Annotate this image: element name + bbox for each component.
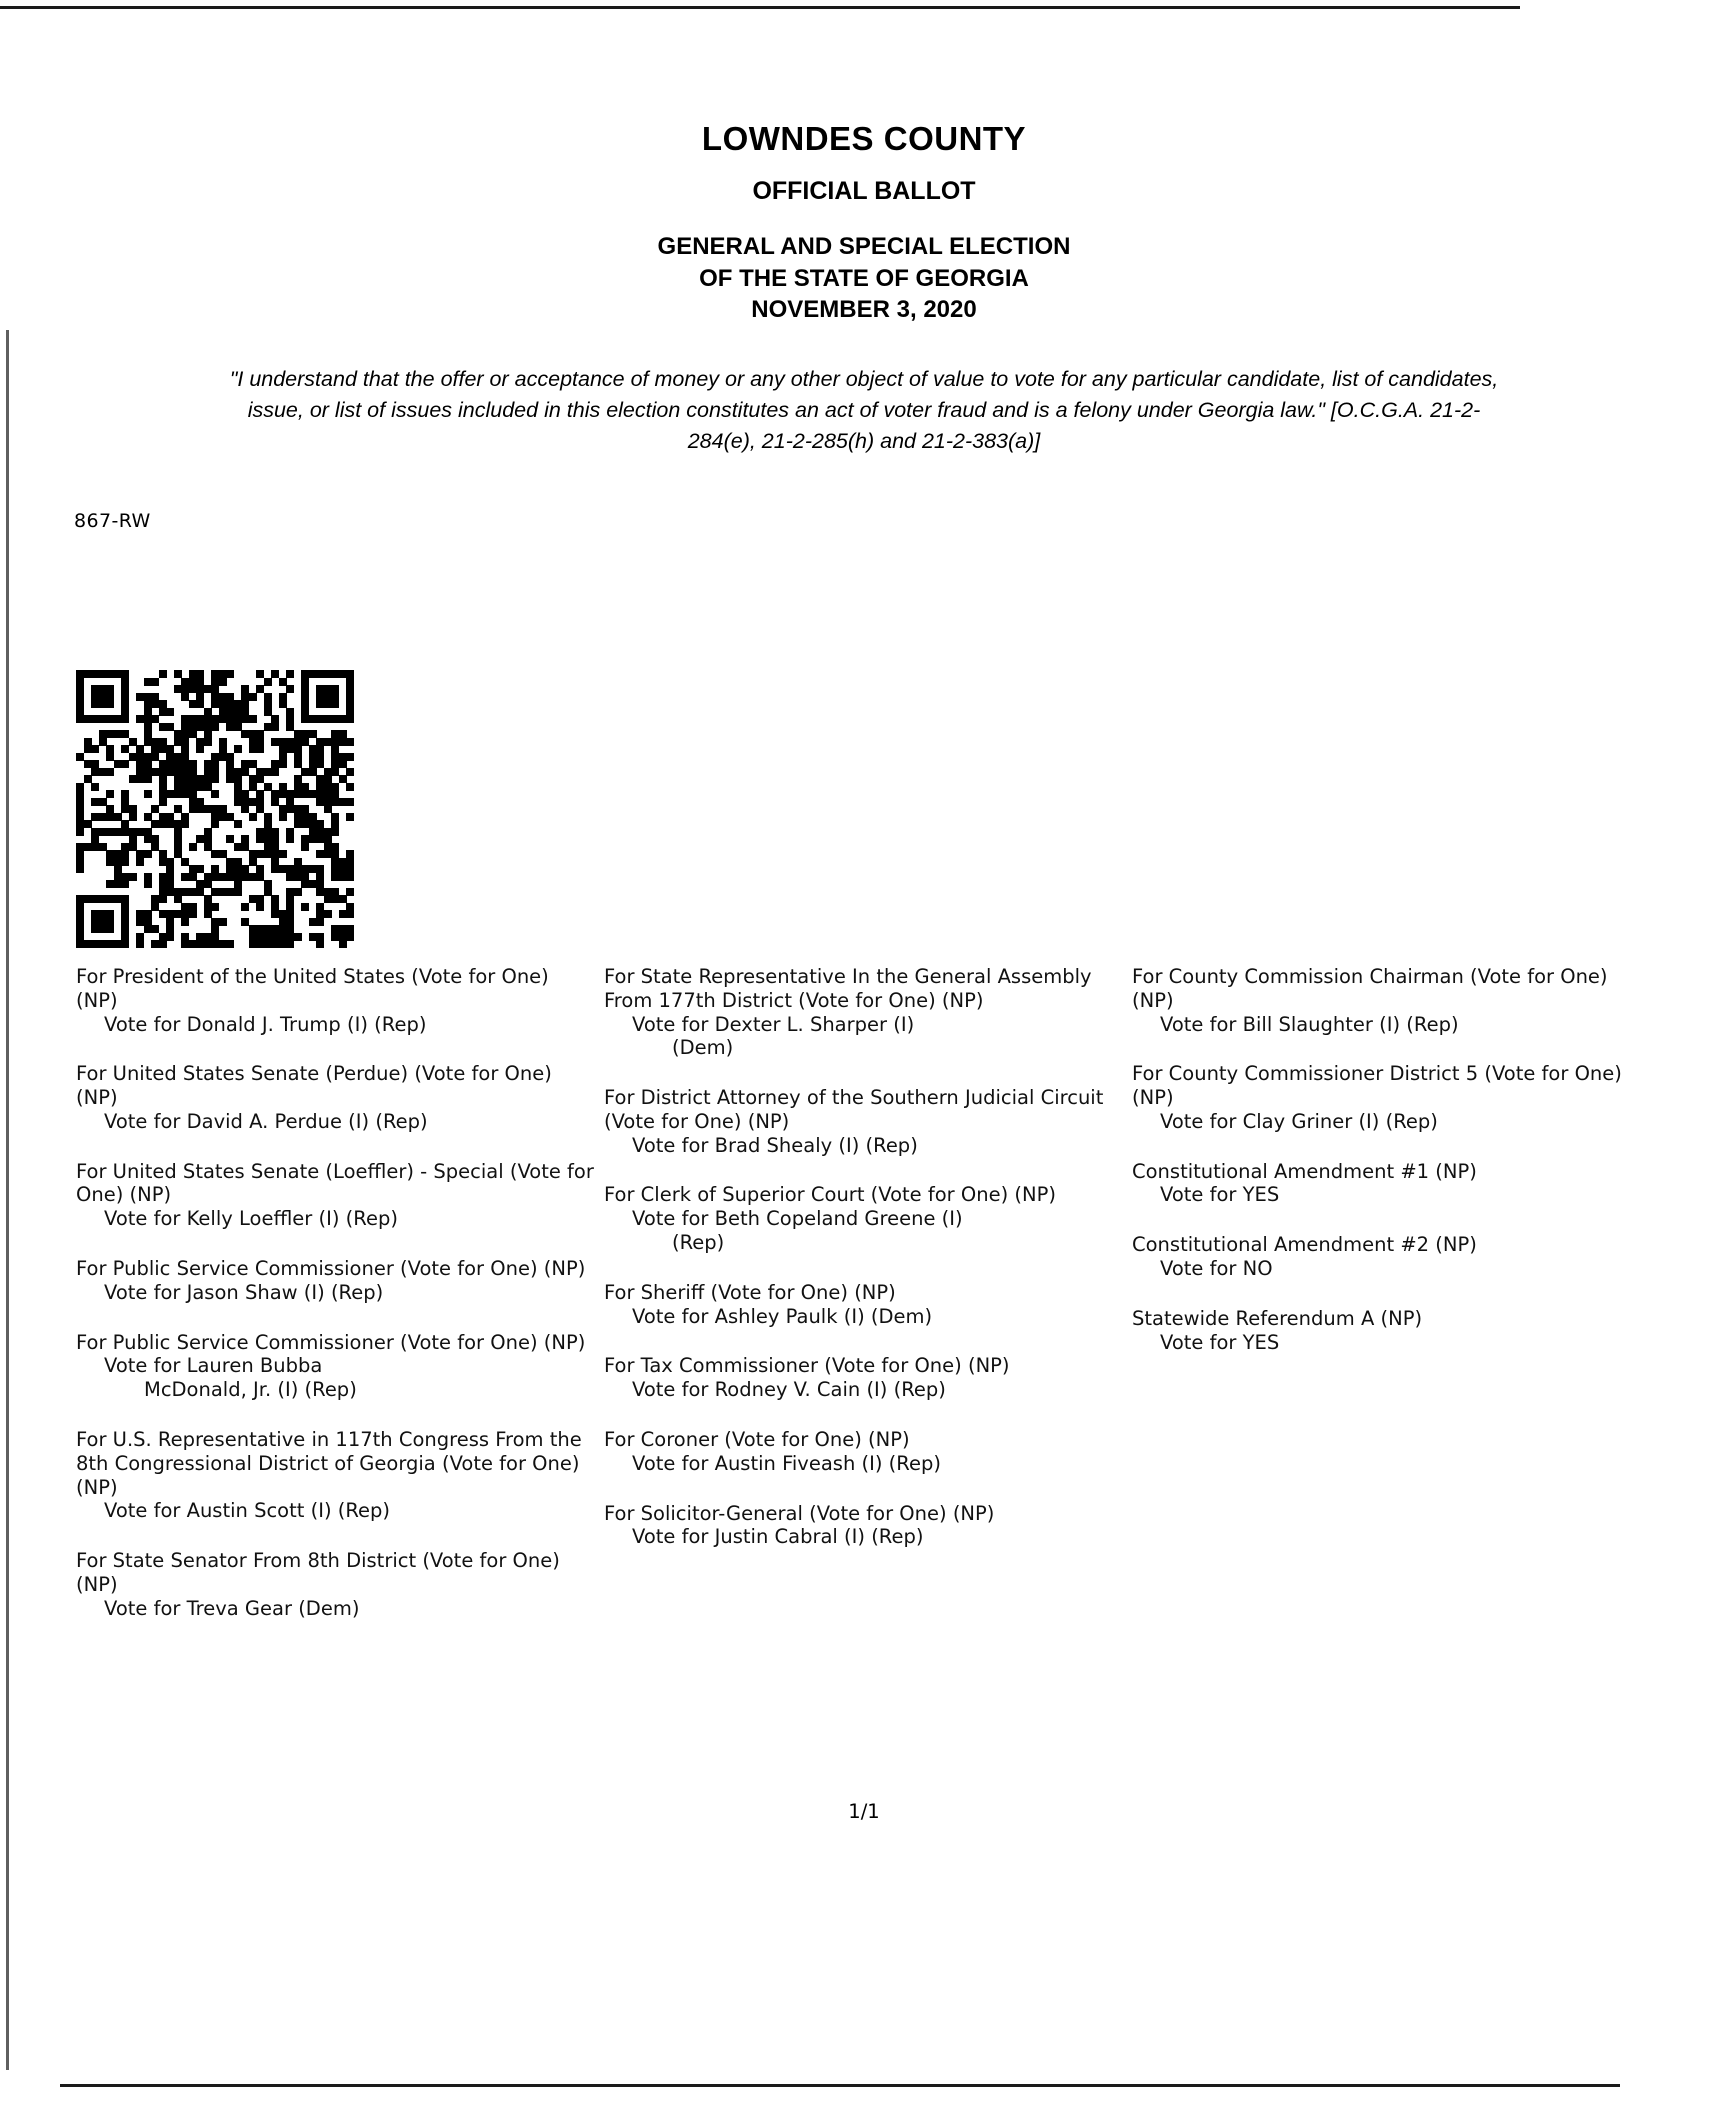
selected-choice-text: Vote for Austin Fiveash (I) (Rep): [632, 1451, 941, 1475]
selected-choice-continuation: McDonald, Jr. (I) (Rep): [144, 1378, 357, 1402]
contest-column-2: [604, 965, 1132, 1646]
selected-choice: [604, 1305, 1122, 1329]
selected-choice: [1132, 1013, 1650, 1037]
selected-choice: [604, 1378, 1122, 1402]
selected-choice-text: Vote for Donald J. Trump (I) (Rep): [104, 1012, 427, 1036]
election-title: [0, 231, 1728, 326]
contest-block: [604, 1281, 1122, 1329]
contest-title: For Public Service Commissioner (Vote for One) (NP): [76, 1330, 586, 1354]
selected-choice-text: Vote for Clay Griner (I) (Rep): [1160, 1109, 1438, 1133]
contest-title: Constitutional Amendment #1 (NP): [1132, 1159, 1477, 1183]
selected-choice-text: Vote for Lauren Bubba: [104, 1354, 323, 1378]
county-title: LOWNDES COUNTY: [701, 120, 1027, 157]
selected-choice-text: Vote for Bill Slaughter (I) (Rep): [1160, 1012, 1459, 1036]
selected-choice: [604, 1134, 1122, 1158]
contest-title: For Solicitor-General (Vote for One) (NP): [604, 1501, 995, 1525]
contest-title: For Sheriff (Vote for One) (NP): [604, 1280, 896, 1304]
selected-choice-text: Vote for NO: [1160, 1257, 1273, 1281]
election-date: NOVEMBER 3, 2020: [751, 296, 977, 324]
selected-choice-text: Vote for Dexter L. Sharper (I): [632, 1012, 915, 1036]
contest-column-3: [1132, 965, 1660, 1646]
selected-choice: [76, 1207, 594, 1231]
contest-title: For United States Senate (Perdue) (Vote for One) (NP): [76, 1062, 552, 1110]
contest-block: [76, 1549, 594, 1620]
official-ballot-title: OFFICIAL BALLOT: [752, 177, 976, 205]
contest-block: [604, 1502, 1122, 1550]
contest-block: [76, 1062, 594, 1133]
contest-block: [1132, 1160, 1650, 1208]
selected-choice-text: Vote for Austin Scott (I) (Rep): [104, 1499, 391, 1523]
contest-title: For State Senator From 8th District (Vote for One) (NP): [76, 1549, 560, 1596]
contest-title: For Coroner (Vote for One) (NP): [604, 1427, 910, 1451]
selected-choice-text: Vote for Rodney V. Cain (I) (Rep): [632, 1378, 946, 1402]
selected-choice: [1132, 1183, 1650, 1207]
selected-choice-text: Vote for Treva Gear (Dem): [104, 1596, 360, 1620]
ballot-qr-code: [76, 670, 354, 948]
contest-block: [76, 965, 594, 1036]
contest-block: [1132, 1233, 1650, 1281]
selected-choice: [76, 1597, 594, 1621]
selected-choice: [76, 1499, 594, 1523]
ballot-style-id: 867-RW: [74, 509, 151, 532]
selected-choice-continuation: (Dem): [672, 1036, 734, 1060]
contest-block: [604, 1086, 1122, 1157]
selected-choice: [76, 1013, 594, 1037]
selected-choice: [76, 1110, 594, 1134]
selected-choice-text: Vote for Brad Shealy (I) (Rep): [632, 1133, 918, 1157]
selected-choice: [604, 1525, 1122, 1549]
contest-title: For County Commission Chairman (Vote for One) (NP): [1132, 965, 1608, 1012]
contest-title: Constitutional Amendment #2 (NP): [1132, 1233, 1477, 1257]
contest-title: For State Representative In the General Assembly From 177th District (Vote for One) (NP): [604, 965, 1092, 1012]
contest-title: For President of the United States (Vote for One) (NP): [76, 965, 549, 1012]
selected-choice-text: Vote for David A. Perdue (I) (Rep): [104, 1109, 428, 1133]
contest-title: For U.S. Representative in 117th Congress From the 8th Congressional District of Georgia (Vote for One) (NP): [76, 1427, 582, 1499]
ballot-header: [0, 0, 1728, 326]
selected-choice-text: Vote for Ashley Paulk (I) (Dem): [632, 1304, 933, 1328]
selected-choice: [76, 1354, 594, 1402]
contest-title: For County Commissioner District 5 (Vote for One) (NP): [1132, 1062, 1622, 1110]
selected-choice: [1132, 1257, 1650, 1281]
contest-block: [1132, 1307, 1650, 1355]
selected-choice-text: Vote for Justin Cabral (I) (Rep): [632, 1525, 924, 1549]
contest-title: For Tax Commissioner (Vote for One) (NP): [604, 1354, 1010, 1378]
selected-choice-text: Vote for Jason Shaw (I) (Rep): [104, 1280, 384, 1304]
contest-block: [1132, 965, 1650, 1036]
selected-choice: [76, 1281, 594, 1305]
contest-column-1: [76, 965, 604, 1646]
page-number: 1/1: [848, 1800, 880, 1823]
contest-block: [76, 1331, 594, 1402]
selected-choice: [1132, 1331, 1650, 1355]
selected-choice-text: Vote for Kelly Loeffler (I) (Rep): [104, 1207, 398, 1231]
contest-block: [604, 965, 1122, 1060]
selected-choice: [604, 1013, 1122, 1061]
contest-title: For Public Service Commissioner (Vote for One) (NP): [76, 1257, 586, 1281]
selected-choice: [1132, 1110, 1650, 1134]
voter-oath-text: "I understand that the offer or acceptance of money or any other object of value to vote for any particular candidate, list of candidates, issue, or list of issues included in this election constitutes an act of voter fraud and is a felony under Georgia law." [O.C.G.A. 21-2-284(e), 21-2-285(h) and 21-2-383(a)]: [229, 367, 1499, 454]
contest-block: [76, 1428, 594, 1523]
contest-title: For District Attorney of the Southern Judicial Circuit (Vote for One) (NP): [604, 1086, 1104, 1133]
contest-block: [1132, 1062, 1650, 1133]
contest-title: For United States Senate (Loeffler) - Special (Vote for One) (NP): [76, 1159, 594, 1207]
contest-title: Statewide Referendum A (NP): [1132, 1306, 1423, 1330]
contest-block: [604, 1354, 1122, 1402]
contest-block: [76, 1257, 594, 1305]
contest-block: [604, 1428, 1122, 1476]
contest-title: For Clerk of Superior Court (Vote for One) (NP): [604, 1183, 1056, 1207]
selected-choice-text: Vote for Beth Copeland Greene (I): [632, 1207, 963, 1231]
selected-choice-continuation: (Rep): [672, 1231, 725, 1255]
contest-block: [604, 1183, 1122, 1254]
contest-block: [76, 1160, 594, 1231]
selected-choice-text: Vote for YES: [1160, 1183, 1280, 1207]
election-title-line-2: OF THE STATE OF GEORGIA: [699, 264, 1029, 292]
election-title-line-1: GENERAL AND SPECIAL ELECTION: [657, 233, 1071, 260]
selected-choice: [604, 1452, 1122, 1476]
selected-choice: [604, 1207, 1122, 1255]
contest-columns: [76, 965, 1661, 1646]
selected-choice-text: Vote for YES: [1160, 1330, 1280, 1354]
